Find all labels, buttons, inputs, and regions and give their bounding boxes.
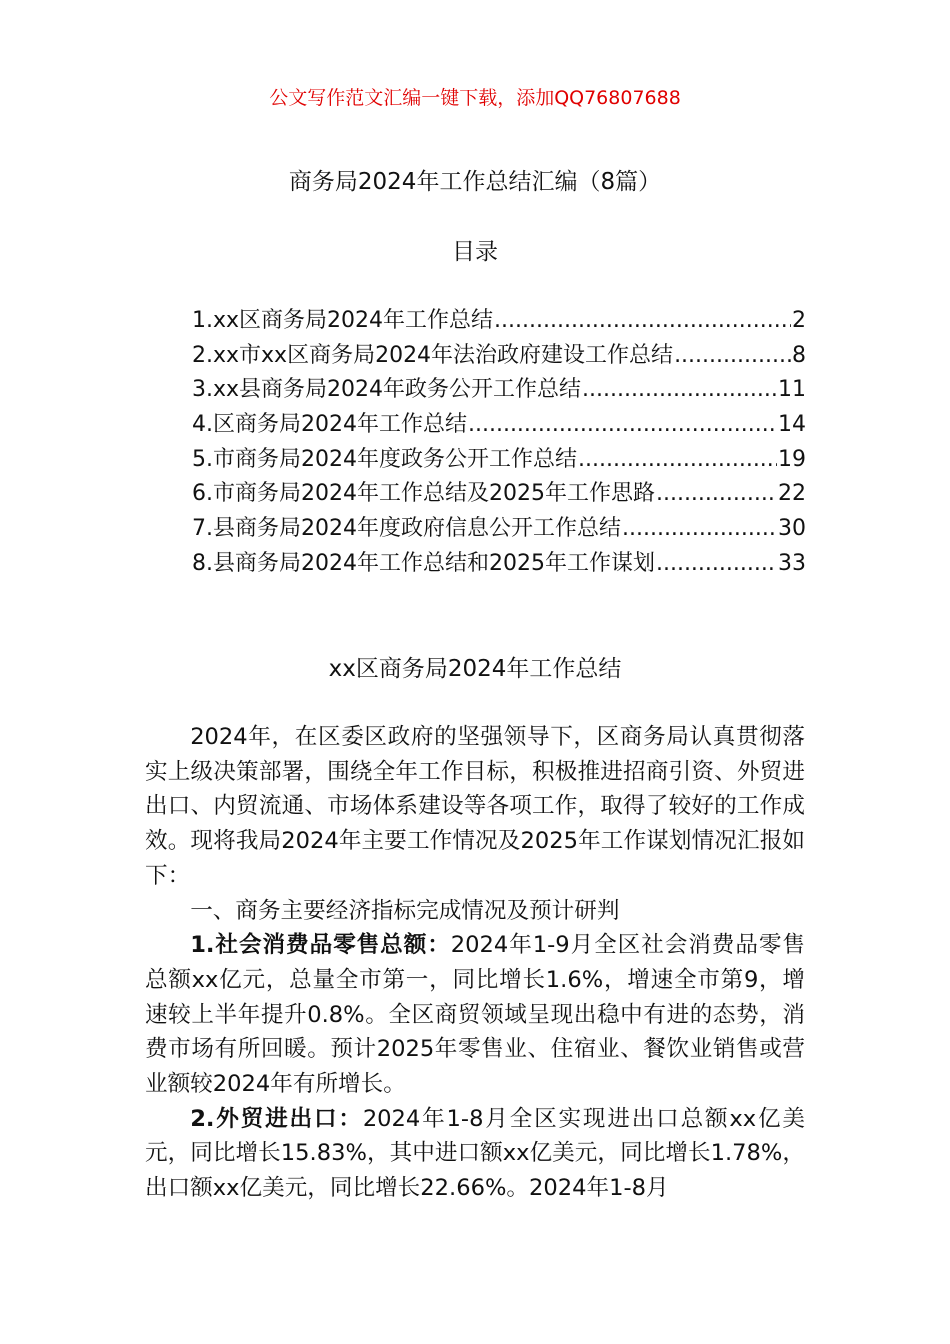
toc-item-label: 2.xx市xx区商务局2024年法治政府建设工作总结 — [192, 342, 674, 368]
toc-item-page: 8 — [792, 342, 806, 368]
toc-item[interactable] — [192, 304, 806, 339]
item-1-text: 2024年1-9月全区社会消费品零售总额xx亿元，总量全市第一，同比增长1.6%，增速全市第9，增速较上半年提升0.8%。全区商贸领域呈现出稳中有进的态势，消费市场有所回暖。预计2025年零售业、住宿业、餐饮业销售或营业额较2024年有所增长。 — [145, 932, 805, 1098]
item-2-label: 2.外贸进出口： — [190, 1105, 363, 1132]
toc-item-label: 7.县商务局2024年度政府信息公开工作总结 — [192, 516, 621, 542]
toc-leader — [656, 547, 777, 582]
toc-item[interactable] — [192, 339, 806, 374]
toc-item-label: 1.xx区商务局2024年工作总结 — [192, 308, 494, 333]
document-title: 商务局2024年工作总结汇编（8篇） — [288, 169, 662, 195]
toc-item[interactable] — [192, 547, 806, 582]
toc-item[interactable] — [192, 512, 806, 547]
toc-leader — [578, 443, 777, 478]
toc-leader — [494, 304, 791, 339]
toc-leader — [656, 477, 777, 512]
toc-item-label: 8.县商务局2024年工作总结和2025年工作谋划 — [192, 550, 655, 576]
item-2-text: 2024年1-8月全区实现进出口总额xx亿美元，同比增长15.83%，其中进口额xx亿美元，同比增长1.78%，出口额xx亿美元，同比增长22.66%。2024年1-8月 — [145, 1105, 805, 1202]
toc-item[interactable] — [192, 443, 806, 478]
toc-leader — [468, 408, 777, 443]
toc-item-page: 30 — [778, 516, 806, 542]
item-1-paragraph — [145, 928, 805, 1102]
toc-item-page: 14 — [778, 412, 806, 438]
toc-heading: 目录 — [452, 239, 498, 265]
toc-item-page: 19 — [778, 446, 806, 472]
table-of-contents — [192, 304, 806, 582]
section-body — [145, 720, 805, 1206]
intro-paragraph: 2024年，在区委区政府的坚强领导下，区商务局认真贯彻落实上级决策部署，围绕全年工作目标，积极推进招商引资、外贸进出口、内贸流通、市场体系建设等各项工作，取得了较好的工作成效。现将我局2024年主要工作情况及2025年工作谋划情况汇报如下： — [145, 724, 805, 889]
toc-item[interactable] — [192, 408, 806, 443]
toc-item-label: 6.市商务局2024年工作总结及2025年工作思路 — [192, 481, 655, 507]
heading-1: 一、商务主要经济指标完成情况及预计研判 — [190, 897, 620, 924]
toc-leader — [582, 373, 777, 408]
toc-item-label: 5.市商务局2024年度政务公开工作总结 — [192, 446, 577, 472]
section-title: xx区商务局2024年工作总结 — [328, 656, 622, 682]
toc-item-page: 22 — [778, 481, 806, 507]
item-2-paragraph — [145, 1102, 805, 1206]
item-1-label: 1.社会消费品零售总额： — [190, 932, 451, 959]
toc-item[interactable] — [192, 373, 806, 408]
toc-item-page: 33 — [778, 550, 806, 576]
toc-item[interactable] — [192, 477, 806, 512]
toc-leader — [674, 339, 791, 374]
toc-item-label: 4.区商务局2024年工作总结 — [192, 412, 467, 438]
toc-item-page: 2 — [792, 308, 806, 333]
toc-item-label: 3.xx县商务局2024年政务公开工作总结 — [192, 377, 582, 403]
toc-item-page: 11 — [778, 377, 806, 403]
toc-leader — [622, 512, 777, 547]
download-banner: 公文写作范文汇编一键下载，添加QQ76807688 — [269, 87, 681, 109]
